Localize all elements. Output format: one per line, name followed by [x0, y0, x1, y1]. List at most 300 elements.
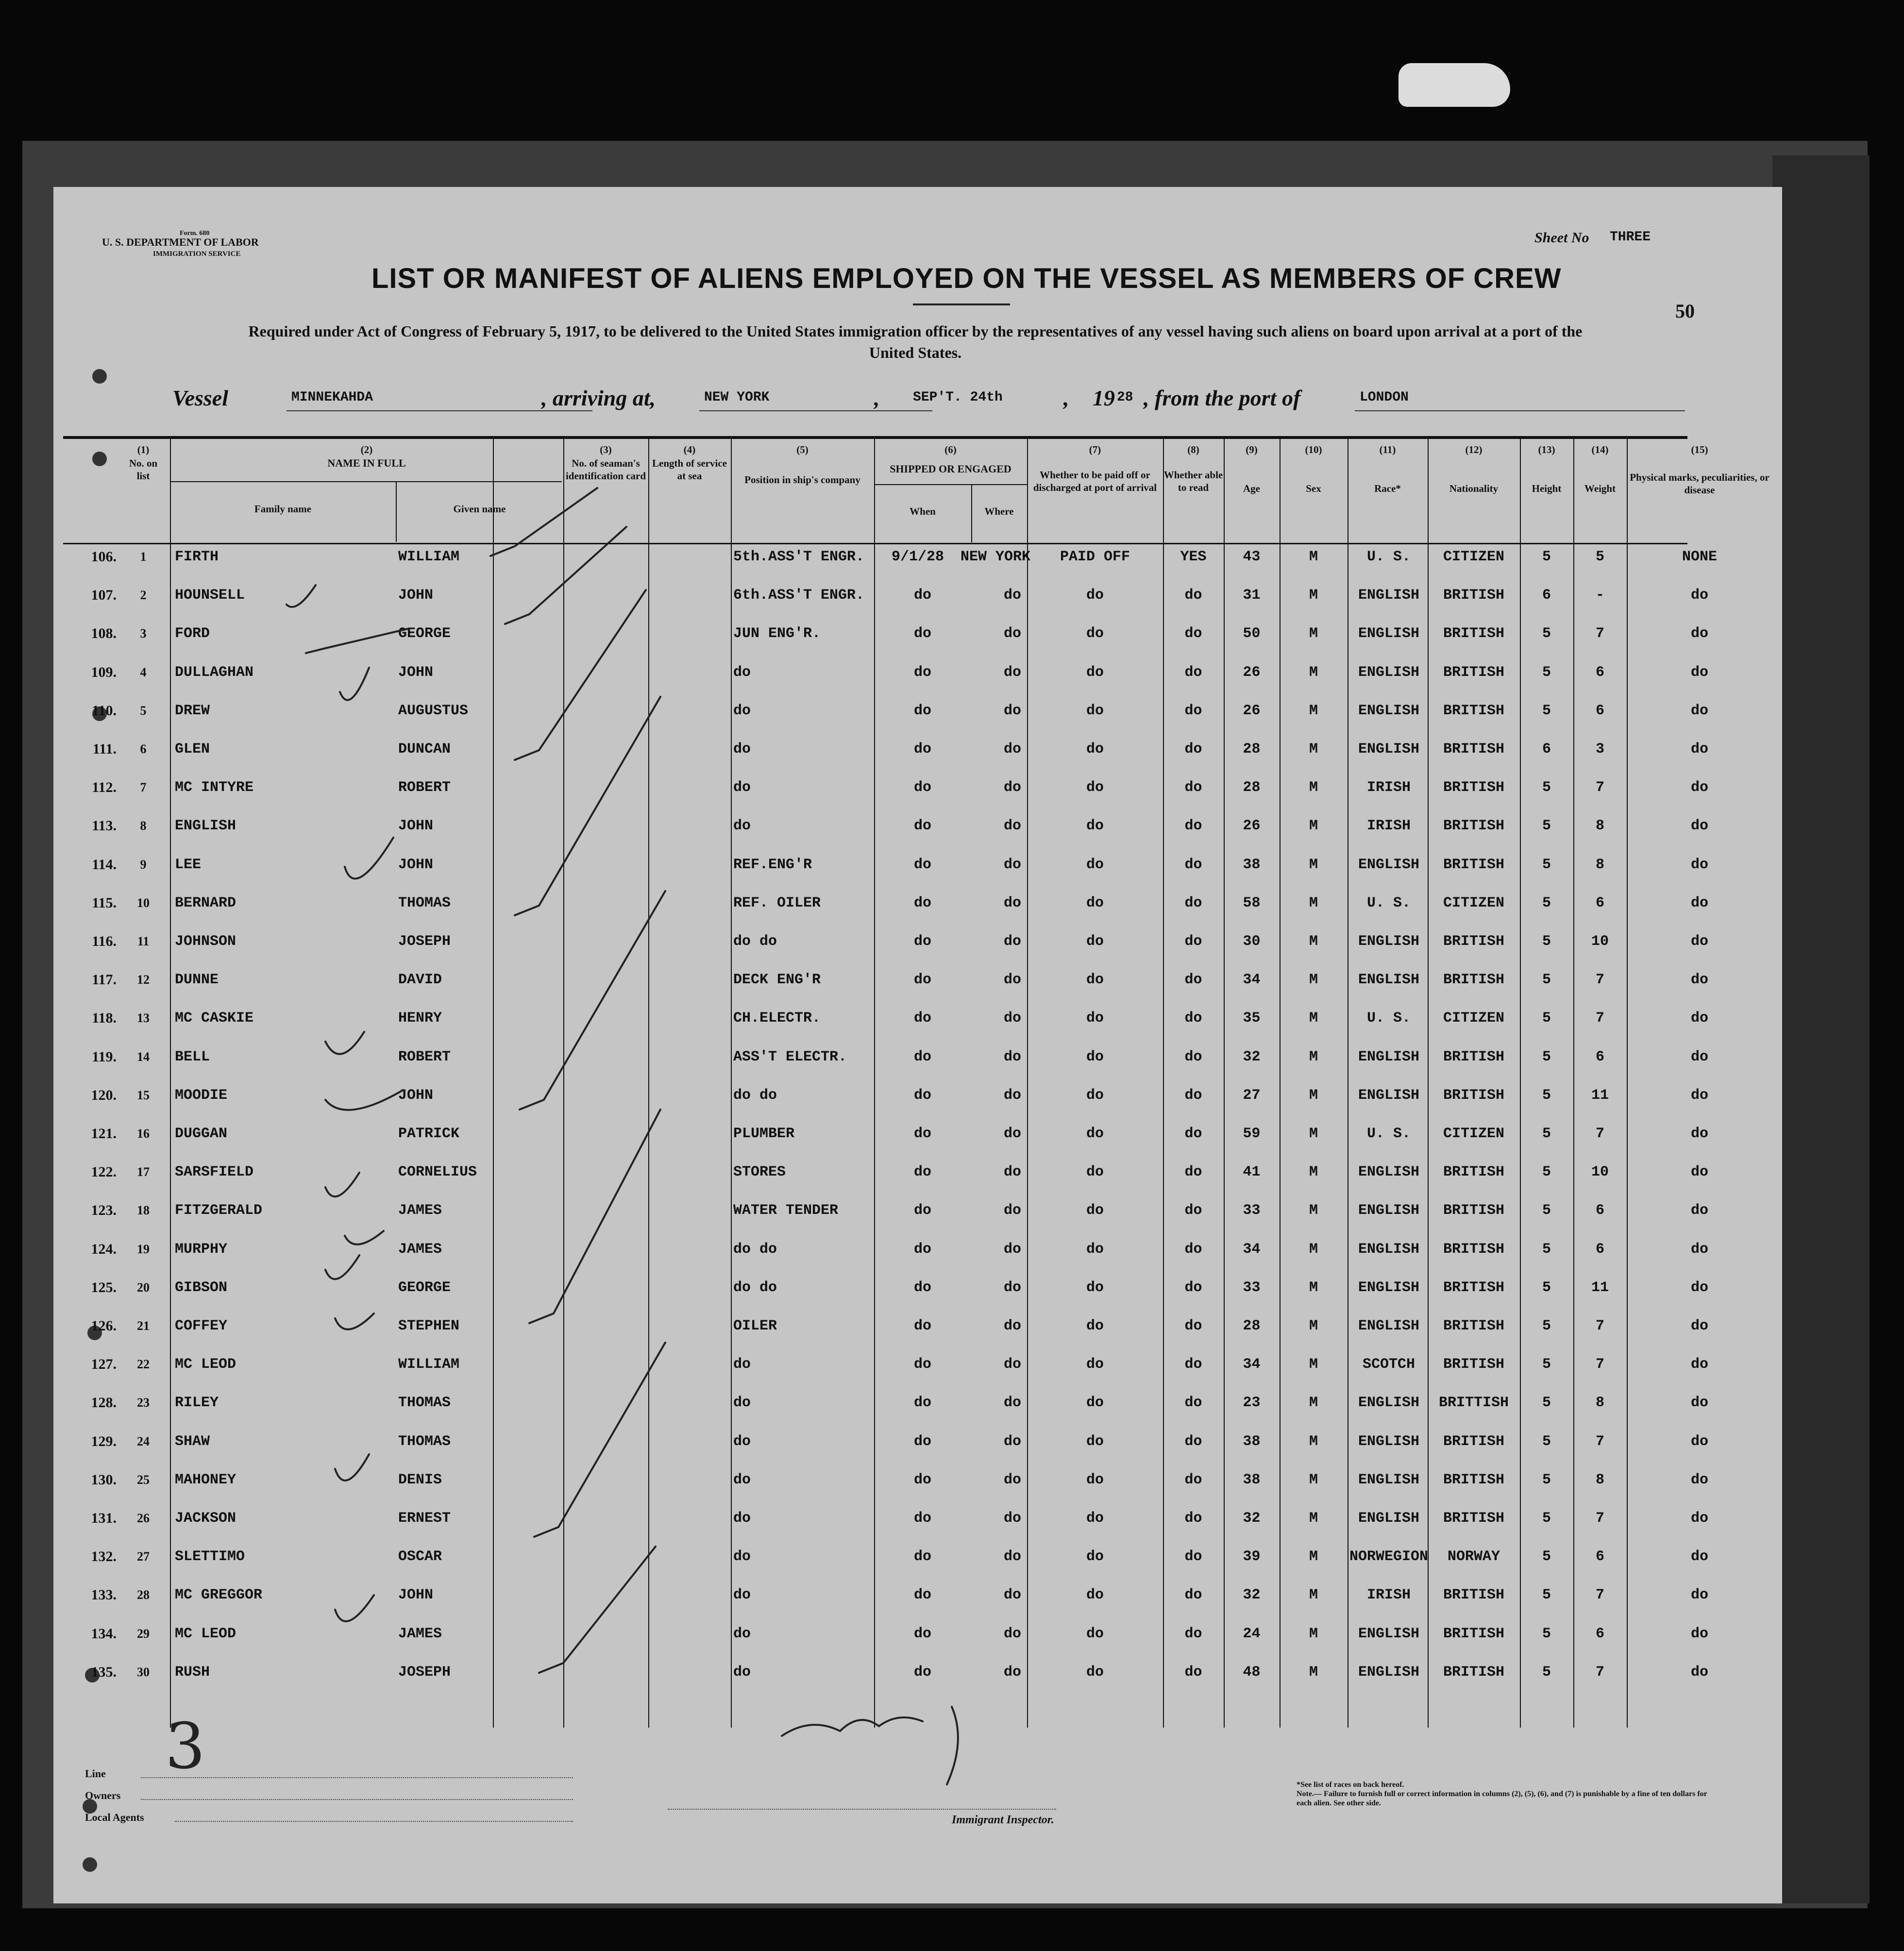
- row-list-number: 28: [137, 1588, 150, 1602]
- weight-cell: 6: [1595, 1548, 1604, 1565]
- col7-number: (7): [1089, 444, 1101, 455]
- shipped-when-cell: do: [913, 702, 931, 719]
- physical-marks-cell: do: [1690, 1087, 1708, 1104]
- position-cell: ASS'T ELECTR.: [733, 1048, 847, 1065]
- shipped-where-cell: do: [1003, 625, 1021, 642]
- col4-number: (4): [683, 444, 696, 455]
- physical-marks-cell: do: [1690, 1048, 1708, 1065]
- row-sheet-number: 132.: [91, 1548, 117, 1565]
- able-to-read-cell: do: [1184, 1318, 1202, 1334]
- shipped-where-cell: do: [1003, 1664, 1021, 1681]
- able-to-read-cell: do: [1184, 818, 1202, 835]
- shipped-when-cell: do: [913, 856, 931, 873]
- weight-cell: 6: [1595, 1202, 1604, 1219]
- physical-marks-cell: NONE: [1682, 549, 1717, 565]
- owners-field: [141, 1799, 573, 1800]
- physical-marks-cell: do: [1690, 1548, 1708, 1565]
- shipped-when-cell: do: [913, 1010, 931, 1027]
- position-cell: do: [733, 1510, 751, 1527]
- row-list-number: 18: [137, 1203, 150, 1218]
- col15-number: (15): [1691, 444, 1708, 455]
- height-cell: 5: [1542, 972, 1551, 989]
- height-cell: 5: [1542, 1126, 1551, 1142]
- height-cell: 5: [1542, 1318, 1551, 1334]
- height-cell: 5: [1542, 818, 1551, 835]
- shipped-when-cell: do: [913, 894, 931, 911]
- age-cell: 31: [1243, 587, 1261, 604]
- shipped-where-cell: do: [1003, 1279, 1021, 1296]
- row-list-number: 26: [137, 1511, 150, 1525]
- nationality-cell: BRITISH: [1443, 1510, 1505, 1527]
- physical-marks-cell: do: [1690, 625, 1708, 642]
- shipped-when-cell: do: [913, 1202, 931, 1219]
- col1-number: (1): [137, 444, 150, 455]
- row-sheet-number: 117.: [92, 972, 117, 988]
- given-name-cell: ROBERT: [398, 779, 451, 796]
- row-list-number: 6: [140, 742, 147, 756]
- race-cell: ENGLISH: [1358, 741, 1420, 757]
- height-cell: 5: [1542, 933, 1551, 950]
- weight-cell: 7: [1595, 1356, 1604, 1373]
- shipped-when-cell: do: [913, 1664, 931, 1681]
- sex-cell: M: [1309, 894, 1318, 911]
- paid-off-cell: do: [1086, 1279, 1104, 1296]
- nationality-cell: BRITISH: [1443, 664, 1505, 681]
- able-to-read-cell: YES: [1180, 549, 1207, 565]
- position-cell: OILER: [733, 1318, 777, 1334]
- sex-cell: M: [1309, 1164, 1318, 1181]
- family-name-cell: JACKSON: [175, 1510, 236, 1527]
- sex-cell: M: [1309, 1126, 1318, 1142]
- shipped-where-cell: do: [1003, 1625, 1021, 1642]
- owners-label: Owners: [85, 1789, 121, 1801]
- race-cell: ENGLISH: [1358, 933, 1420, 950]
- shipped-when-cell: do: [913, 1510, 931, 1527]
- physical-marks-cell: do: [1690, 1010, 1708, 1027]
- paid-off-cell: do: [1086, 741, 1104, 757]
- family-name-cell: MC LEOD: [175, 1356, 236, 1373]
- family-name-cell: MAHONEY: [175, 1471, 236, 1488]
- given-name-cell: JOHN: [398, 664, 434, 681]
- able-to-read-cell: do: [1184, 625, 1202, 642]
- col8-header: Whether able to read: [1163, 469, 1223, 493]
- weight-cell: 7: [1595, 1126, 1604, 1142]
- shipped-when-cell: do: [913, 1241, 931, 1258]
- height-cell: 5: [1542, 1087, 1551, 1104]
- race-cell: ENGLISH: [1358, 1279, 1420, 1296]
- position-cell: 5th.ASS'T ENGR.: [733, 549, 865, 565]
- sex-cell: M: [1309, 933, 1318, 950]
- height-cell: 5: [1542, 1048, 1551, 1065]
- physical-marks-cell: do: [1690, 856, 1708, 873]
- row-list-number: 10: [137, 895, 150, 910]
- family-name-cell: JOHNSON: [175, 933, 236, 950]
- row-list-number: 1: [140, 550, 147, 564]
- age-cell: 35: [1243, 1010, 1261, 1027]
- shipped-when-cell: do: [913, 587, 931, 604]
- age-cell: 43: [1243, 549, 1261, 565]
- row-list-number: 21: [137, 1319, 150, 1333]
- family-name-cell: MOODIE: [175, 1087, 228, 1104]
- position-cell: do: [733, 1395, 751, 1412]
- weight-cell: 8: [1595, 856, 1604, 873]
- height-cell: 5: [1542, 1010, 1551, 1027]
- sex-cell: M: [1309, 625, 1318, 642]
- shipped-where-cell: do: [1003, 972, 1021, 989]
- row-list-number: 14: [137, 1049, 150, 1064]
- sex-cell: M: [1309, 1548, 1318, 1565]
- shipped-when-cell: do: [913, 1471, 931, 1488]
- paid-off-cell: do: [1086, 1087, 1104, 1104]
- age-cell: 30: [1243, 933, 1261, 950]
- weight-cell: 7: [1595, 972, 1604, 989]
- family-name-cell: COFFEY: [175, 1318, 228, 1334]
- row-sheet-number: 115.: [92, 894, 117, 911]
- shipped-when-cell: do: [913, 1587, 931, 1604]
- age-cell: 50: [1243, 625, 1261, 642]
- binder-edge: [1772, 155, 1870, 1903]
- race-cell: U. S.: [1366, 1126, 1411, 1142]
- able-to-read-cell: do: [1184, 972, 1202, 989]
- shipped-when-cell: 9/1/28: [891, 549, 944, 565]
- race-cell: U. S.: [1366, 549, 1411, 565]
- paid-off-cell: do: [1086, 1048, 1104, 1065]
- col14-header: Weight: [1584, 483, 1616, 494]
- paid-off-cell: do: [1086, 1510, 1104, 1527]
- department-name: U. S. DEPARTMENT OF LABOR: [102, 236, 259, 248]
- year-comma: ,: [1063, 386, 1069, 410]
- sex-cell: M: [1309, 1202, 1318, 1219]
- sex-cell: M: [1309, 1664, 1318, 1681]
- weight-cell: 8: [1595, 1395, 1604, 1412]
- col12-number: (12): [1465, 444, 1483, 455]
- paid-off-cell: do: [1086, 1625, 1104, 1642]
- shipped-when-cell: do: [913, 1279, 931, 1296]
- height-cell: 6: [1542, 741, 1551, 757]
- family-name-cell: MURPHY: [175, 1241, 228, 1258]
- race-cell: ENGLISH: [1358, 587, 1420, 604]
- family-name-cell: MC CASKIE: [175, 1010, 254, 1027]
- age-cell: 28: [1243, 741, 1261, 757]
- sex-cell: M: [1309, 1510, 1318, 1527]
- nationality-cell: BRITISH: [1443, 1087, 1505, 1104]
- weight-cell: 7: [1595, 1433, 1604, 1450]
- paid-off-cell: do: [1086, 664, 1104, 681]
- physical-marks-cell: do: [1690, 894, 1708, 911]
- weight-cell: 6: [1595, 702, 1604, 719]
- weight-cell: 8: [1595, 1471, 1604, 1488]
- row-sheet-number: 109.: [91, 664, 117, 680]
- physical-marks-cell: do: [1690, 741, 1708, 757]
- position-cell: do do: [733, 933, 777, 950]
- able-to-read-cell: do: [1184, 1587, 1202, 1604]
- col13-header: Height: [1532, 483, 1562, 494]
- given-name-cell: THOMAS: [398, 894, 451, 911]
- sex-cell: M: [1309, 1279, 1318, 1296]
- row-sheet-number: 122.: [91, 1164, 117, 1180]
- race-cell: ENGLISH: [1358, 1433, 1420, 1450]
- row-sheet-number: 129.: [91, 1433, 117, 1449]
- row-list-number: 20: [137, 1280, 150, 1295]
- sex-cell: M: [1309, 972, 1318, 989]
- row-sheet-number: 128.: [91, 1395, 117, 1411]
- height-cell: 5: [1542, 1433, 1551, 1450]
- paid-off-cell: do: [1086, 1164, 1104, 1181]
- age-cell: 32: [1243, 1587, 1261, 1604]
- row-list-number: 22: [137, 1357, 150, 1372]
- position-cell: do do: [733, 1087, 777, 1104]
- height-cell: 5: [1542, 1279, 1551, 1296]
- shipped-when-cell: do: [913, 625, 931, 642]
- race-cell: SCOTCH: [1362, 1356, 1415, 1373]
- weight-cell: 7: [1595, 1587, 1604, 1604]
- paid-off-cell: do: [1086, 818, 1104, 835]
- shipped-when-cell: do: [913, 1048, 931, 1065]
- given-name-cell: GEORGE: [398, 1279, 451, 1296]
- able-to-read-cell: do: [1184, 933, 1202, 950]
- weight-cell: 11: [1591, 1087, 1609, 1104]
- nationality-cell: BRITISH: [1443, 587, 1505, 604]
- row-sheet-number: 120.: [91, 1087, 117, 1103]
- col3-number: (3): [600, 444, 612, 455]
- from-port-label: , from the port of: [1144, 386, 1301, 410]
- row-sheet-number: 107.: [91, 587, 117, 604]
- able-to-read-cell: do: [1184, 1010, 1202, 1027]
- physical-marks-cell: do: [1690, 1433, 1708, 1450]
- weight-cell: 6: [1595, 1625, 1604, 1642]
- given-name-cell: DUNCAN: [398, 741, 451, 757]
- row-list-number: 27: [137, 1549, 150, 1564]
- sex-cell: M: [1309, 1318, 1318, 1334]
- race-cell: ENGLISH: [1358, 1202, 1420, 1219]
- col6-number: (6): [944, 444, 957, 455]
- position-cell: do: [733, 1664, 751, 1681]
- line-label: Line: [85, 1767, 106, 1780]
- sex-cell: M: [1309, 702, 1318, 719]
- family-name-cell: DULLAGHAN: [175, 664, 254, 681]
- able-to-read-cell: do: [1184, 1202, 1202, 1219]
- family-name-cell: FITZGERALD: [175, 1202, 263, 1219]
- position-cell: do: [733, 1625, 751, 1642]
- height-cell: 5: [1542, 1241, 1551, 1258]
- shipped-when-cell: do: [913, 1126, 931, 1142]
- race-cell: ENGLISH: [1358, 1395, 1420, 1412]
- shipped-when-cell: do: [913, 818, 931, 835]
- race-cell: ENGLISH: [1358, 1318, 1420, 1334]
- shipped-where-cell: do: [1003, 1087, 1021, 1104]
- position-cell: do: [733, 1548, 751, 1565]
- shipped-when-cell: do: [913, 741, 931, 757]
- local-agents-field: [175, 1821, 573, 1822]
- sex-cell: M: [1309, 856, 1318, 873]
- physical-marks-cell: do: [1690, 1356, 1708, 1373]
- family-name-cell: RUSH: [175, 1664, 210, 1681]
- row-sheet-number: 119.: [92, 1048, 117, 1065]
- height-cell: 5: [1542, 625, 1551, 642]
- height-cell: 5: [1542, 549, 1551, 565]
- shipped-where-cell: do: [1003, 1202, 1021, 1219]
- shipped-where-cell: do: [1003, 587, 1021, 604]
- shipped-where-cell: do: [1003, 1471, 1021, 1488]
- position-cell: do: [733, 741, 751, 757]
- page-number: 50: [1675, 300, 1695, 322]
- height-cell: 5: [1542, 856, 1551, 873]
- paid-off-cell: do: [1086, 1318, 1104, 1334]
- row-list-number: 9: [140, 857, 147, 872]
- col6-header: SHIPPED OR ENGAGED: [890, 463, 1011, 475]
- given-name-cell: JOHN: [398, 1587, 434, 1604]
- family-name-cell: ENGLISH: [175, 818, 236, 835]
- row-sheet-number: 112.: [92, 779, 117, 796]
- given-name-cell: HENRY: [398, 1010, 442, 1027]
- physical-marks-cell: do: [1690, 1395, 1708, 1412]
- age-cell: 34: [1243, 1241, 1261, 1258]
- sex-cell: M: [1309, 818, 1318, 835]
- given-name-cell: JOHN: [398, 587, 434, 604]
- position-cell: REF. OILER: [733, 894, 821, 911]
- race-cell: ENGLISH: [1358, 1164, 1420, 1181]
- height-cell: 5: [1542, 1587, 1551, 1604]
- sex-cell: M: [1309, 1471, 1318, 1488]
- position-cell: do do: [733, 1279, 777, 1296]
- nationality-cell: BRITISH: [1443, 1356, 1505, 1373]
- given-name-cell: AUGUSTUS: [398, 702, 469, 719]
- date-comma: ,: [874, 386, 880, 410]
- race-cell: ENGLISH: [1358, 664, 1420, 681]
- col15-header: Physical marks, peculiarities, or disease: [1630, 471, 1769, 496]
- row-sheet-number: 123.: [91, 1202, 117, 1219]
- weight-cell: 5: [1595, 549, 1604, 565]
- row-list-number: 8: [140, 819, 147, 833]
- height-cell: 5: [1542, 1548, 1551, 1565]
- given-name-cell: DAVID: [398, 972, 442, 989]
- col3-header: No. of seaman's identification card: [565, 457, 646, 482]
- col6-where-header: Where: [984, 505, 1014, 517]
- family-name-cell: DUNNE: [175, 972, 219, 989]
- col10-header: Sex: [1306, 483, 1321, 494]
- form-number: Form. 680: [180, 230, 210, 237]
- height-cell: 5: [1542, 1510, 1551, 1527]
- service-name: IMMIGRATION SERVICE: [153, 250, 241, 258]
- family-name-cell: GIBSON: [175, 1279, 228, 1296]
- nationality-cell: BRITISH: [1443, 741, 1505, 757]
- height-cell: 5: [1542, 1202, 1551, 1219]
- paid-off-cell: do: [1086, 1471, 1104, 1488]
- shipped-where-cell: do: [1003, 1587, 1021, 1604]
- row-sheet-number: 134.: [91, 1625, 117, 1642]
- age-cell: 38: [1243, 1433, 1261, 1450]
- weight-cell: 7: [1595, 779, 1604, 796]
- race-cell: ENGLISH: [1358, 1048, 1420, 1065]
- shipped-where-cell: do: [1003, 1126, 1021, 1142]
- col11-number: (11): [1379, 444, 1396, 455]
- sex-cell: M: [1309, 1587, 1318, 1604]
- able-to-read-cell: do: [1184, 1164, 1202, 1181]
- shipped-when-cell: do: [913, 1356, 931, 1373]
- family-name-cell: FIRTH: [175, 549, 219, 565]
- sex-cell: M: [1309, 1625, 1318, 1642]
- given-name-cell: JOSEPH: [398, 933, 451, 950]
- race-note: *See list of races on back hereof.: [1297, 1781, 1404, 1789]
- able-to-read-cell: do: [1184, 1356, 1202, 1373]
- given-name-cell: GEORGE: [398, 625, 451, 642]
- race-cell: U. S.: [1366, 894, 1411, 911]
- able-to-read-cell: do: [1184, 779, 1202, 796]
- year-suffix: 28: [1117, 390, 1133, 405]
- paid-off-cell: do: [1086, 1433, 1104, 1450]
- year-prefix: 19: [1093, 386, 1115, 410]
- paid-off-cell: do: [1086, 1395, 1104, 1412]
- paper-clip: [1399, 63, 1510, 107]
- paid-off-cell: do: [1086, 702, 1104, 719]
- row-list-number: 15: [137, 1088, 150, 1102]
- paid-off-cell: do: [1086, 587, 1104, 604]
- physical-marks-cell: do: [1690, 664, 1708, 681]
- arrival-date: SEP'T. 24th: [913, 390, 1003, 405]
- shipped-when-cell: do: [913, 1625, 931, 1642]
- height-cell: 5: [1542, 1471, 1551, 1488]
- nationality-cell: CITIZEN: [1443, 549, 1505, 565]
- sex-cell: M: [1309, 587, 1318, 604]
- col14-number: (14): [1591, 444, 1609, 455]
- line-field: [141, 1777, 573, 1778]
- row-sheet-number: 118.: [92, 1010, 117, 1026]
- able-to-read-cell: do: [1184, 1625, 1202, 1642]
- shipped-where-cell: NEW YORK: [960, 549, 1031, 565]
- inspector-label: Immigrant Inspector.: [952, 1814, 1054, 1826]
- shipped-when-cell: do: [913, 664, 931, 681]
- able-to-read-cell: do: [1184, 1126, 1202, 1142]
- paid-off-cell: do: [1086, 1548, 1104, 1565]
- col7-header: Whether to be paid off or discharged at port of arrival: [1033, 469, 1157, 493]
- position-cell: PLUMBER: [733, 1126, 795, 1142]
- sex-cell: M: [1309, 1241, 1318, 1258]
- shipped-where-cell: do: [1003, 741, 1021, 757]
- col9-header: Age: [1243, 483, 1260, 494]
- position-cell: do: [733, 702, 751, 719]
- age-cell: 26: [1243, 664, 1261, 681]
- race-cell: ENGLISH: [1358, 972, 1420, 989]
- paid-off-cell: PAID OFF: [1060, 549, 1130, 565]
- given-name-cell: WILLIAM: [398, 1356, 460, 1373]
- family-name-cell: RILEY: [175, 1395, 219, 1412]
- row-sheet-number: 121.: [91, 1126, 117, 1142]
- shipped-where-cell: do: [1003, 1164, 1021, 1181]
- race-cell: ENGLISH: [1358, 1471, 1420, 1488]
- row-list-number: 17: [137, 1165, 150, 1179]
- weight-cell: 10: [1591, 1164, 1609, 1181]
- position-cell: STORES: [733, 1164, 786, 1181]
- shipped-where-cell: do: [1003, 856, 1021, 873]
- row-sheet-number: 125.: [91, 1279, 117, 1295]
- family-name-cell: DREW: [175, 702, 210, 719]
- row-sheet-number: 127.: [91, 1356, 117, 1373]
- row-list-number: 29: [137, 1626, 150, 1641]
- race-cell: ENGLISH: [1358, 1664, 1420, 1681]
- col5-number: (5): [796, 444, 809, 455]
- handwritten-page-number: 3: [165, 1709, 205, 1783]
- height-cell: 5: [1542, 1395, 1551, 1412]
- nationality-cell: BRITISH: [1443, 1202, 1505, 1219]
- age-cell: 41: [1243, 1164, 1261, 1181]
- shipped-when-cell: do: [913, 1164, 931, 1181]
- position-cell: 6th.ASS'T ENGR.: [733, 587, 865, 604]
- able-to-read-cell: do: [1184, 1510, 1202, 1527]
- race-cell: U. S.: [1366, 1010, 1411, 1027]
- position-cell: do: [733, 818, 751, 835]
- weight-cell: 6: [1595, 894, 1604, 911]
- position-cell: do: [733, 1433, 751, 1450]
